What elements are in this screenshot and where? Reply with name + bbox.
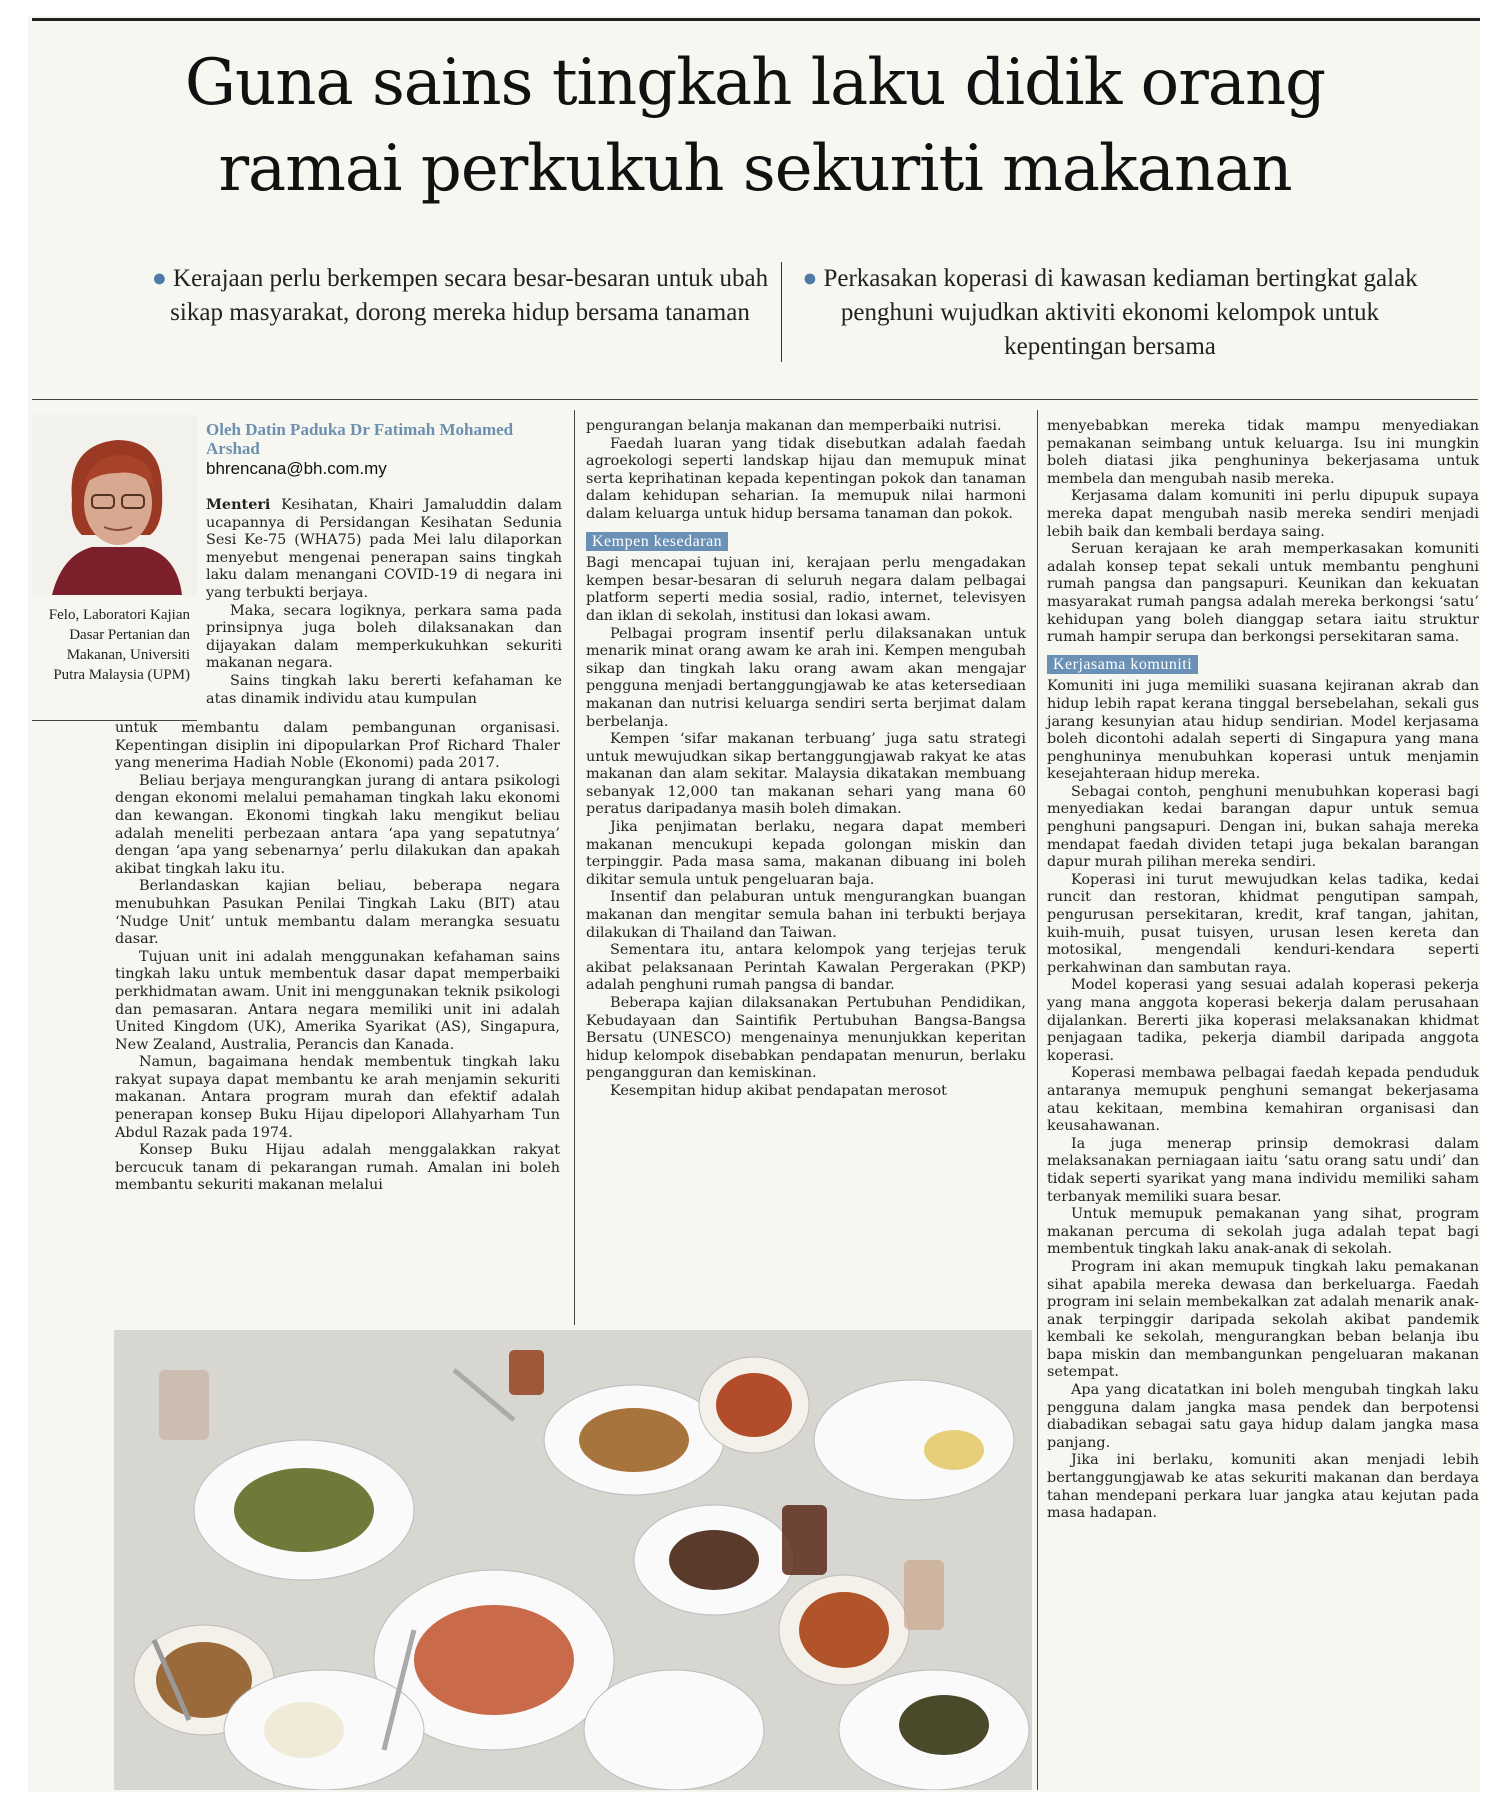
highlight-left-text: Kerajaan perlu berkempen secara besar-besaran untuk ubah sikap masyarakat, dorong mereka hidup bersama tanaman <box>170 265 769 326</box>
paragraph: Kempen ‘sifar makanan terbuang’ juga satu strategi untuk mewujudkan sikap bertanggungjawab rakyat ke atas makanan dan alam sekitar. Malaysia dikatakan membuang sebanyak 12,000 tan makanan sehari yang mana 60 peratus daripadanya masih boleh dimakan. <box>586 731 1026 818</box>
paragraph: untuk membantu dalam pembangunan organisasi. Kepentingan disiplin ini dipopularkan Prof Richard Thaler yang menerima Hadiah Noble (Ekonomi) pada 2017. <box>115 720 560 772</box>
section-rule <box>32 399 1478 400</box>
lead-word: Menteri <box>206 496 271 513</box>
photo-illustration <box>114 1330 1032 1790</box>
paragraph: Kerjasama dalam komuniti ini perlu dipupuk supaya mereka dapat mengubah nasib mereka sendiri menjadi lebih baik dan kembali berdaya saing. <box>1047 488 1479 540</box>
author-portrait <box>32 415 197 595</box>
paragraph: Namun, bagaimana hendak membentuk tingkah laku rakyat supaya dapat membantu ke arah menjamin sekuriti makanan. Antara program murah dan efektif adalah penerapan konsep Buku Hijau dipelopori Allahyarham Tun Abdul Razak pada 1974. <box>115 1054 560 1141</box>
paragraph: Jika ini berlaku, komuniti akan menjadi lebih bertanggungjawab ke atas sekuriti makanan dan berdaya tahan mendepani perkara luar jangka atau kejutan pada masa hadapan. <box>1047 1452 1479 1522</box>
article-column-1-top <box>206 496 562 708</box>
paragraph: Koperasi ini turut mewujudkan kelas tadika, kedai runcit dan restoran, khidmat pengutipan sampah, pengurusan persekitaran, kredit, kraf tangan, jahitan, kuih-muih, pusat tuisyen, urusan lesen kereta dan motosikal, mengendali kenduri-kendara seperti perkahwinan dan sambutan raya. <box>1047 871 1479 976</box>
food-waste-photo <box>114 1330 1032 1790</box>
article-column-1 <box>115 720 560 1195</box>
highlight-left <box>150 262 770 330</box>
paragraph: Kesempitan hidup akibat pendapatan merosot <box>610 1082 947 1099</box>
headline-line-2: ramai perkukuh sekuriti makanan <box>218 132 1292 206</box>
byline-email[interactable]: bhrencana@bh.com.my <box>206 459 387 478</box>
column-divider <box>1037 410 1038 1790</box>
paragraph: Model koperasi yang sesuai adalah koperasi pekerja yang mana anggota koperasi bekerja dalam perusahaan dijalankan. Bererti jika koperasi melaksanakan khidmat penjagaan tadika, pekerja diambil daripada anggota koperasi. <box>1047 977 1479 1064</box>
bullet-icon: ● <box>151 265 168 292</box>
paragraph <box>206 496 562 603</box>
paragraph: Bagi mencapai tujuan ini, kerajaan perlu mengadakan kempen besar-besaran di seluruh negara dalam pelbagai platform seperti media sosial, radio, internet, televisyen dan iklan di sekolah, institusi dan lokasi awam. <box>586 555 1026 624</box>
paragraph: Jika penjimatan berlaku, negara dapat memberi makanan mencukupi kepada golongan miskin dan terpinggir. Pada masa sama, makanan dibuang ini boleh dikitar semula untuk pengeluaran baja. <box>586 819 1026 888</box>
paragraph: pengurangan belanja makanan dan memperbaiki nutrisi. <box>586 418 1002 434</box>
portrait-illustration <box>32 415 197 595</box>
byline-author: Oleh Datin Paduka Dr Fatimah Mohamed Arshad <box>206 420 514 458</box>
paragraph: Beliau berjaya mengurangkan jurang di antara psikologi dengan ekonomi melalui pemahaman tingkah laku ekonomi dan kewangan. Ekonomi tingkah laku mengikut beliau adalah meneliti perbezaan antara ‘apa yang sepatutnya’ dengan ‘apa yang sebenarnya’ perlu dilakukan dan apakah akibat tingkah laku itu. <box>115 772 560 877</box>
column-divider <box>574 410 575 1325</box>
paragraph: Ia juga menerap prinsip demokrasi dalam melaksanakan perniagaan iaitu ‘satu orang satu undi’ dan tidak seperti syarikat yang mana individu memiliki saham terbanyak memiliki suara besar. <box>1047 1135 1479 1205</box>
paragraph: Konsep Buku Hijau adalah menggalakkan rakyat bercucuk tanam di pekarangan rumah. Amalan ini boleh membantu sekuriti makanan melalui <box>115 1142 560 1194</box>
paragraph: Faedah luaran yang tidak disebutkan adalah faedah agroekologi seperti landskap hijau dan memupuk minat serta keprihatinan kepada kepentingan pokok dan tanaman dalam kehidupan seharian. Ia memupuk nilai harmoni dalam keluarga untuk hidup bersama tanaman dan pokok. <box>586 435 1026 522</box>
paragraph: Berlandaskan kajian beliau, beberapa negara menubuhkan Pasukan Penilai Tingkah Laku (BIT) atau ‘Nudge Unit’ untuk membantu dalam merangka sesuatu dasar. <box>115 878 560 948</box>
paragraph: Insentif dan pelaburan untuk mengurangkan buangan makanan dan mengitar semula bahan ini terbukti berjaya dilakukan di Thailand dan Taiwan. <box>586 889 1026 941</box>
paragraph: Tujuan unit ini adalah menggunakan kefahaman sains tingkah laku untuk membentuk dasar dapat memperbaiki perkhidmatan awam. Unit ini menggunakan teknik psikologi dan pemasaran. Antara negara memiliki unit ini adalah United Kingdom (UK), Amerika Syarikat (AS), Singapura, New Zealand, Australia, Perancis dan Kanada. <box>115 948 560 1053</box>
headline <box>40 40 1470 212</box>
bullet-icon: ● <box>802 265 818 292</box>
paragraph-text: Kesihatan, Khairi Jamaluddin dalam ucapannya di Persidangan Kesihatan Sedunia Sesi Ke-75 (WHA75) pada Mei lalu dilaporkan menyebut mengenai penerapan sains tingkah laku dalam menangani COVID-19 di negara ini yang terbukti berjaya. <box>206 497 562 601</box>
subheading-kerjasama: Kerjasama komuniti <box>1047 655 1198 675</box>
paragraph: Beberapa kajian dilaksanakan Pertubuhan Pendidikan, Kebudayaan dan Saintifik Pertubuhan Bangsa-Bangsa Bersatu (UNESCO) mengenainya menunjukkan keperitan hidup kelompok disebabkan pendapatan menurun, berlaku pengangguran dan kemiskinan. <box>586 995 1026 1082</box>
paragraph: Sains tingkah laku bererti kefahaman ke atas dinamik individu atau kumpulan <box>206 672 562 707</box>
paragraph: Program ini akan memupuk tingkah laku pemakanan sihat apabila mereka dewasa dan berkeluarga. Faedah program ini selain membekalkan zat adalah menarik anak-anak terpinggir daripada sekolah akibat pandemik kembali ke sekolah, mengurangkan beban belanja ibu bapa miskin dan membangunkan pengeluaran makanan setempat. <box>1047 1258 1479 1381</box>
paragraph: Sebagai contoh, penghuni menubuhkan koperasi bagi menyediakan kedai barangan dapur untuk semua penghuni pangsapuri. Dengan ini, bukan sahaja mereka mendapat faedah dividen tetapi juga bekalan barangan dapur murah pilihan mereka sendiri. <box>1047 783 1479 871</box>
portrait-caption: Felo, Laboratori Kajian Dasar Pertanian dan Makanan, Universiti Putra Malaysia (UPM) <box>48 607 190 683</box>
article-column-3 <box>1047 418 1479 1523</box>
subheading-kempen: Kempen kesedaran <box>586 532 728 552</box>
paragraph: Komuniti ini juga memiliki suasana kejiranan akrab dan hidup lebih rapat kerana tinggal bersebelahan, sekali gus jarang kesunyian atau hidup sendirian. Model kerjasama boleh dicontohi adalah seperti di Singapura yang mana penghuninya menubuhkan koperasi untuk menjamin kesejahteraan hidup mereka. <box>1047 678 1479 783</box>
paragraph: Seruan kerajaan ke arah memperkasakan komuniti adalah konsep tepat sekali untuk membantu penghuni rumah pangsa dan pangsapuri. Keunikan dan kekuatan masyarakat rumah pangsa adalah mereka berkongsi ‘satu’ kehidupan yang boleh dianggap setara iaitu struktur rumah hampir serupa dan berkongsi persekitaran sama. <box>1047 541 1479 646</box>
paragraph: menyebabkan mereka tidak mampu menyediakan pemakanan seimbang untuk keluarga. Isu ini mungkin boleh diatasi jika penghuninya bekerjasama untuk membela dan mengubah nasib mereka. <box>1047 418 1479 487</box>
headline-line-1: Guna sains tingkah laku didik orang <box>184 46 1326 120</box>
highlight-right-text: Perkasakan koperasi di kawasan kediaman bertingkat galak penghuni wujudkan aktiviti ekonomi kelompok untuk kepentingan bersama <box>823 265 1418 360</box>
highlight-divider <box>781 262 782 362</box>
byline <box>206 420 566 480</box>
paragraph: Sementara itu, antara kelompok yang terjejas teruk akibat pelaksanaan Perintah Kawalan Pergerakan (PKP) adalah penghuni rumah pangsa di bandar. <box>586 942 1026 994</box>
paragraph: Koperasi membawa pelbagai faedah kepada penduduk antaranya memupuk penghuni semangat bekerjasama atau kekitaan, membina kemahiran organisasi dan keusahawanan. <box>1047 1065 1479 1135</box>
paragraph: Maka, secara logiknya, perkara sama pada prinsipnya juga boleh dilaksanakan dan dijayakan dalam memperkukuhkan sekuriti makanan negara. <box>206 602 562 672</box>
highlight-right <box>800 262 1420 364</box>
paragraph: Apa yang dicatatkan ini boleh mengubah tingkah laku pengguna dalam jangka masa pendek dan berpotensi diabadikan sebagai satu gaya hidup dalam jangka masa panjang. <box>1047 1382 1479 1451</box>
paragraph: Untuk memupuk pemakanan yang sihat, program makanan percuma di sekolah juga adalah tepat bagi membentuk tingkah laku anak-anak di sekolah. <box>1047 1206 1479 1258</box>
paragraph: Pelbagai program insentif perlu dilaksanakan untuk menarik minat orang awam ke arah ini. Kempen mengubah sikap dan tingkah laku orang awam akan mengajar pengguna menjadi bertanggungjawab ke atas ketersediaan makanan dan nutrisi keluarga sendiri serta berjimat dalam berbelanja. <box>586 625 1026 730</box>
top-rule <box>32 18 1480 21</box>
article-column-2 <box>586 418 1026 1101</box>
